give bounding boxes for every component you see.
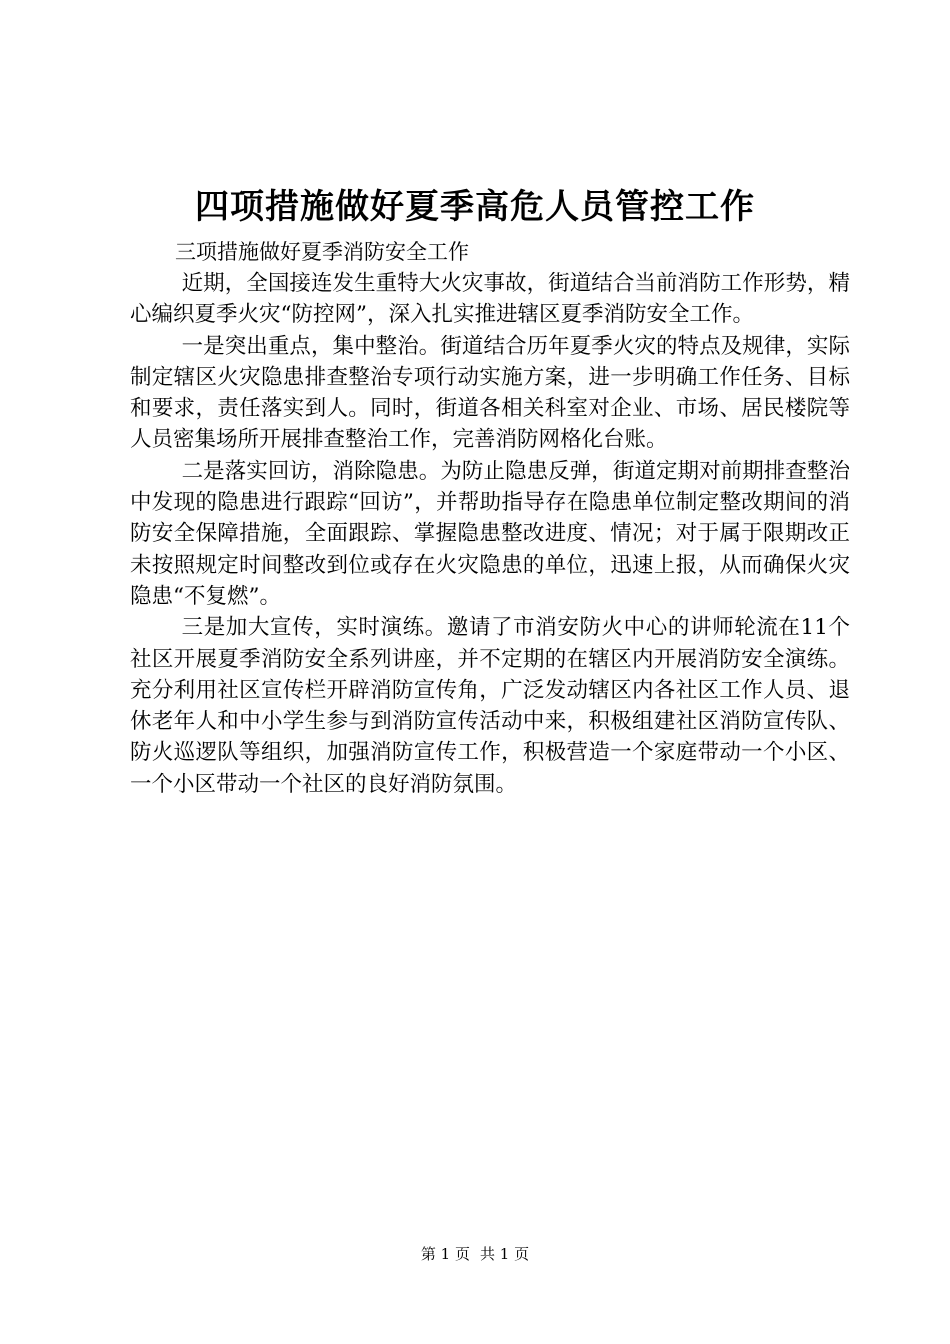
paragraph-measure-one: 一是突出重点，集中整治。街道结合历年夏季火灾的特点及规律，实际制定辖区火灾隐患排查整治专项行动实施方案，进一步明确工作任务、目标和要求，责任落实到人。同时，街道各相关科室对企业、市场、居民楼院等人员密集场所开展排查整治工作，完善消防网格化台账。 [130, 333, 850, 453]
page-total: 共 1 页 [480, 1245, 530, 1263]
paragraph-measure-three: 三是加大宣传，实时演练。邀请了市消安防火中心的讲师轮流在11个社区开展夏季消防安全系列讲座，并不定期的在辖区内开展消防安全演练。充分利用社区宣传栏开辟消防宣传角，广泛发动辖区内各社区工作人员、退休老年人和中小学生参与到消防宣传活动中来，积极组建社区消防宣传队、防火巡逻队等组织，加强消防宣传工作，积极营造一个家庭带动一个小区、一个小区带动一个社区的良好消防氛围。 [130, 615, 850, 797]
page-footer [0, 1244, 950, 1264]
document-subtitle: 三项措施做好夏季消防安全工作 [175, 240, 469, 264]
paragraph-intro: 近期，全国接连发生重特大火灾事故，街道结合当前消防工作形势，精心编织夏季火灾“防控网”，深入扎实推进辖区夏季消防安全工作。 [130, 271, 850, 328]
page-number: 第 1 页 [420, 1245, 470, 1263]
document-title: 四项措施做好夏季高危人员管控工作 [195, 187, 755, 227]
paragraph-measure-two: 二是落实回访，消除隐患。为防止隐患反弹，街道定期对前期排查整治中发现的隐患进行跟踪“回访”，并帮助指导存在隐患单位制定整改期间的消防安全保障措施，全面跟踪、掌握隐患整改进度、情况；对于属于限期改正未按照规定时间整改到位或存在火灾隐患的单位，迅速上报，从而确保火灾隐患“不复燃”。 [130, 458, 850, 609]
document-body [130, 237, 850, 800]
